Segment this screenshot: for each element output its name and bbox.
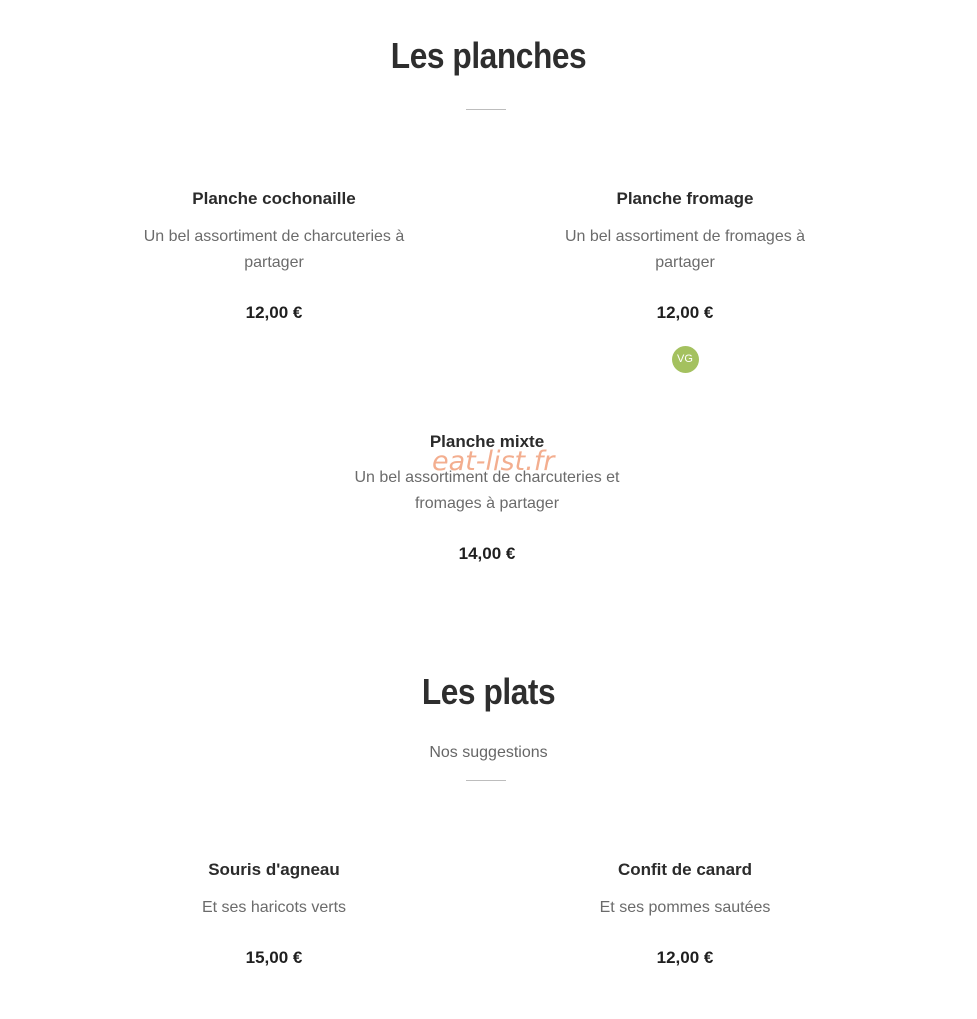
item-name: Planche mixte (429, 432, 545, 451)
item-description: Un bel assortiment de charcuteries et fromages à partager (354, 469, 620, 512)
menu-item-confit-canard (535, 859, 835, 969)
menu-item-planche-cochonaille (124, 188, 424, 324)
vegetarian-badge-icon: VG (672, 346, 699, 373)
item-price: 15,00 € (245, 948, 303, 967)
section-divider (466, 780, 506, 781)
watermark: eat-list.fr (432, 446, 555, 477)
menu-item-souris-agneau (124, 859, 424, 969)
item-price: 12,00 € (656, 303, 714, 322)
section-title-plats: Les plats (421, 671, 556, 712)
menu-item-planche-fromage (535, 188, 835, 373)
section-title-planches: Les planches (390, 35, 587, 76)
item-description: Et ses pommes sautées (599, 899, 771, 916)
item-name: Souris d'agneau (208, 860, 340, 879)
item-name: Confit de canard (617, 860, 753, 879)
item-description: Et ses haricots verts (201, 899, 347, 916)
section-subtitle: Nos suggestions (429, 744, 548, 761)
section-divider (466, 109, 506, 110)
item-name: Planche cochonaille (192, 189, 356, 208)
item-price: 14,00 € (458, 544, 516, 563)
item-description: Un bel assortiment de fromages à partager (564, 228, 806, 271)
item-name: Planche fromage (616, 189, 754, 208)
menu-item-planche-mixte (337, 431, 637, 565)
item-description: Un bel assortiment de charcuteries à partager (143, 228, 405, 271)
item-price: 12,00 € (656, 948, 714, 967)
item-price: 12,00 € (245, 303, 303, 322)
